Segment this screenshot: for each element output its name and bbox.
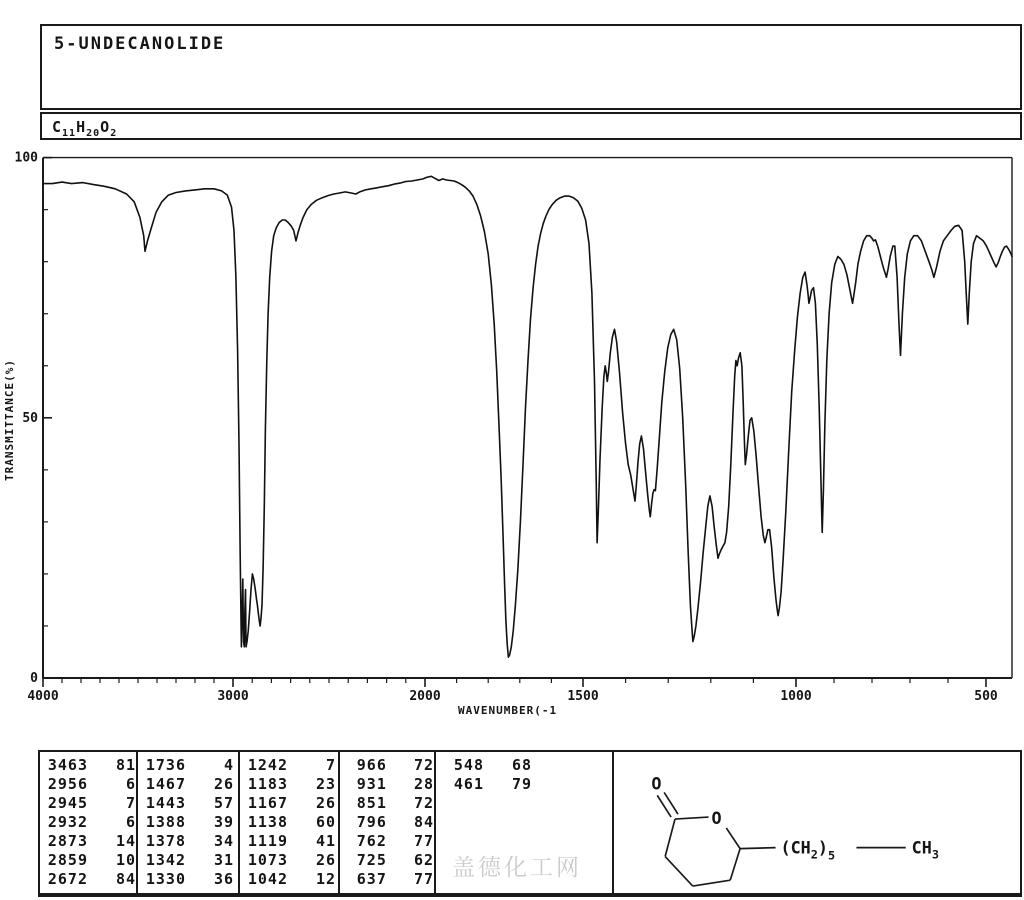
peak-wavenumber: 851 bbox=[356, 794, 387, 812]
peak-wavenumber: 548 bbox=[453, 756, 484, 774]
peak-transmittance: 36 bbox=[213, 870, 234, 888]
peak-transmittance: 57 bbox=[213, 794, 234, 812]
peak-row bbox=[138, 775, 238, 794]
peak-wavenumber: 796 bbox=[356, 813, 387, 831]
x-axis-label: WAVENUMBER(-1 bbox=[458, 704, 558, 717]
peak-wavenumber: 2859 bbox=[47, 851, 88, 869]
peak-row bbox=[240, 794, 338, 813]
x-tick-label: 500 bbox=[974, 689, 998, 704]
peak-row bbox=[40, 794, 136, 813]
peak-wavenumber: 1388 bbox=[145, 813, 186, 831]
peak-transmittance: 26 bbox=[315, 794, 336, 812]
peak-transmittance: 7 bbox=[325, 756, 336, 774]
peak-table-column bbox=[40, 752, 138, 893]
y-tick-label: 100 bbox=[14, 150, 38, 166]
x-tick-label: 1500 bbox=[567, 689, 599, 704]
molecular-formula: $C_{11}H_{20}O_2$ bbox=[52, 118, 118, 139]
peak-transmittance: 77 bbox=[413, 832, 434, 850]
peak-row bbox=[340, 775, 434, 794]
peak-wavenumber: 1736 bbox=[145, 756, 186, 774]
x-tick-label: 4000 bbox=[27, 689, 59, 704]
watermark: 盖德化工网 bbox=[452, 855, 582, 881]
structure-cell bbox=[614, 752, 1020, 893]
peak-wavenumber: 1330 bbox=[145, 870, 186, 888]
methyl-label: $CH_3$ bbox=[911, 837, 939, 862]
peak-transmittance: 72 bbox=[413, 794, 434, 812]
peak-transmittance: 6 bbox=[125, 775, 136, 793]
peak-row bbox=[138, 851, 238, 870]
peak-row bbox=[240, 851, 338, 870]
peak-row bbox=[138, 756, 238, 775]
chemical-structure bbox=[614, 752, 1020, 893]
peak-table-column bbox=[340, 752, 436, 893]
peak-row bbox=[40, 775, 136, 794]
peak-wavenumber: 1242 bbox=[247, 756, 288, 774]
x-tick-label: 3000 bbox=[217, 689, 249, 704]
peak-wavenumber: 725 bbox=[356, 851, 387, 869]
peak-row bbox=[40, 870, 136, 889]
peak-row bbox=[340, 851, 434, 870]
peak-transmittance: 26 bbox=[213, 775, 234, 793]
peak-wavenumber: 1183 bbox=[247, 775, 288, 793]
peak-wavenumber: 1138 bbox=[247, 813, 288, 831]
peak-wavenumber: 1042 bbox=[247, 870, 288, 888]
peak-row bbox=[240, 756, 338, 775]
peak-row bbox=[240, 775, 338, 794]
peak-transmittance: 28 bbox=[413, 775, 434, 793]
peak-row bbox=[40, 851, 136, 870]
peak-wavenumber: 1073 bbox=[247, 851, 288, 869]
peak-wavenumber: 1119 bbox=[247, 832, 288, 850]
peak-transmittance: 6 bbox=[125, 813, 136, 831]
peak-wavenumber: 1342 bbox=[145, 851, 186, 869]
peak-row bbox=[340, 756, 434, 775]
peak-row bbox=[240, 813, 338, 832]
peak-transmittance: 81 bbox=[115, 756, 136, 774]
peak-transmittance: 23 bbox=[315, 775, 336, 793]
peak-transmittance: 10 bbox=[115, 851, 136, 869]
spectrum-curve bbox=[43, 176, 1012, 657]
peak-row bbox=[138, 832, 238, 851]
peak-table-column bbox=[138, 752, 240, 893]
x-tick-label: 1000 bbox=[780, 689, 812, 704]
peak-wavenumber: 2956 bbox=[47, 775, 88, 793]
peak-row bbox=[340, 794, 434, 813]
peak-wavenumber: 2932 bbox=[47, 813, 88, 831]
peak-row bbox=[40, 756, 136, 775]
peak-row bbox=[138, 794, 238, 813]
peak-transmittance: 31 bbox=[213, 851, 234, 869]
peak-wavenumber: 1443 bbox=[145, 794, 186, 812]
x-tick-label: 2000 bbox=[409, 689, 441, 704]
peak-wavenumber: 931 bbox=[356, 775, 387, 793]
peak-transmittance: 84 bbox=[413, 813, 434, 831]
peak-wavenumber: 1467 bbox=[145, 775, 186, 793]
peak-transmittance: 41 bbox=[315, 832, 336, 850]
peak-transmittance: 12 bbox=[315, 870, 336, 888]
peak-wavenumber: 966 bbox=[356, 756, 387, 774]
peak-wavenumber: 762 bbox=[356, 832, 387, 850]
ring-oxygen-label: O bbox=[711, 807, 722, 828]
peak-row bbox=[436, 775, 612, 794]
peak-transmittance: 39 bbox=[213, 813, 234, 831]
peak-transmittance: 7 bbox=[125, 794, 136, 812]
peak-wavenumber: 2945 bbox=[47, 794, 88, 812]
peak-transmittance: 60 bbox=[315, 813, 336, 831]
peak-wavenumber: 637 bbox=[356, 870, 387, 888]
peak-row bbox=[138, 870, 238, 889]
peak-transmittance: 84 bbox=[115, 870, 136, 888]
peak-row bbox=[40, 813, 136, 832]
spectrum-trace bbox=[43, 176, 1012, 657]
peak-wavenumber: 1167 bbox=[247, 794, 288, 812]
peak-row bbox=[340, 870, 434, 889]
peak-wavenumber: 3463 bbox=[47, 756, 88, 774]
peak-transmittance: 68 bbox=[511, 756, 532, 774]
chain-label: $(CH_2)_5$ bbox=[780, 837, 836, 863]
peak-transmittance: 34 bbox=[213, 832, 234, 850]
peak-wavenumber: 1378 bbox=[145, 832, 186, 850]
peak-wavenumber: 2873 bbox=[47, 832, 88, 850]
y-tick-label: 50 bbox=[22, 410, 38, 426]
peak-transmittance: 26 bbox=[315, 851, 336, 869]
peak-wavenumber: 2672 bbox=[47, 870, 88, 888]
carbonyl-oxygen-label: O bbox=[651, 773, 662, 794]
peak-transmittance: 77 bbox=[413, 870, 434, 888]
peak-transmittance: 79 bbox=[511, 775, 532, 793]
peak-transmittance: 72 bbox=[413, 756, 434, 774]
peak-wavenumber: 461 bbox=[453, 775, 484, 793]
peak-row bbox=[138, 813, 238, 832]
peak-row bbox=[240, 832, 338, 851]
peak-transmittance: 62 bbox=[413, 851, 434, 869]
peak-row bbox=[240, 870, 338, 889]
y-tick-label: 0 bbox=[30, 671, 38, 686]
y-axis-label: TRANSMITTANCE(%) bbox=[3, 359, 16, 481]
peak-row bbox=[340, 813, 434, 832]
peak-transmittance: 4 bbox=[223, 756, 234, 774]
peak-row bbox=[340, 832, 434, 851]
peak-transmittance: 14 bbox=[115, 832, 136, 850]
compound-name: 5-UNDECANOLIDE bbox=[54, 34, 226, 54]
peak-row bbox=[40, 832, 136, 851]
peak-table-column bbox=[240, 752, 340, 893]
peak-row bbox=[436, 756, 612, 775]
